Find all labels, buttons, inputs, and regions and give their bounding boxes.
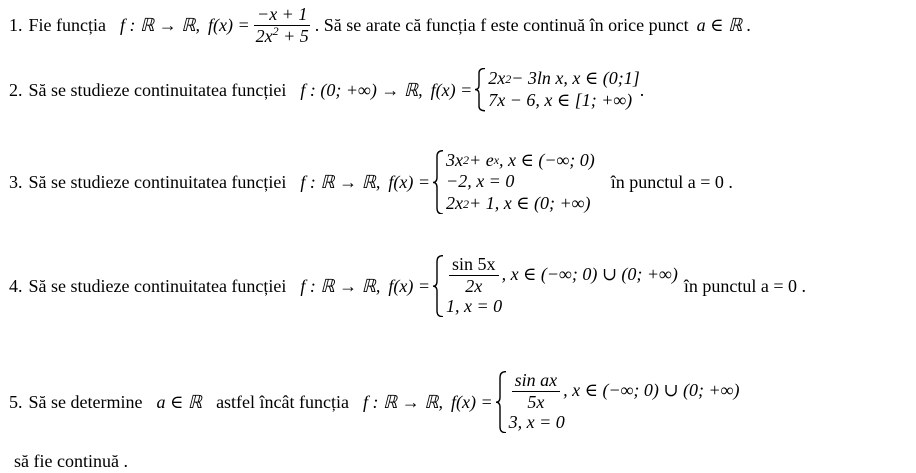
function-expr: f(x) = [208, 14, 250, 35]
fraction-numerator: sin 5x [449, 255, 499, 276]
piecewise-cases [432, 255, 678, 317]
brace-icon [432, 255, 444, 317]
function-domain: f : (0; +∞) → ℝ, [300, 79, 423, 100]
function-domain: f : ℝ → ℝ, [119, 14, 200, 35]
case-row: $\frac{\sin 5x}{2x}$ , x ∈ (−∞; 0) ∪ (0; +∞) [446, 255, 678, 296]
parameter-condition: a ∈ ℝ [156, 391, 203, 412]
problem-text: Să se determine [28, 391, 143, 412]
case-row: 2x 2 − 3ln x, x ∈ (0;1] [488, 68, 640, 89]
fraction [449, 255, 499, 296]
case-row: 3x 2 + e x , x ∈ (−∞; 0) [446, 149, 595, 170]
case-row: 1, x = 0 [446, 295, 503, 316]
case-row: 3, x = 0 [508, 411, 565, 432]
function-expr: f(x) = [388, 275, 431, 296]
problem-number: 5. [9, 391, 23, 412]
function-expr: f(x) = [430, 79, 473, 100]
brace-icon [432, 150, 444, 215]
function-domain: f : ℝ → ℝ, [300, 275, 381, 296]
problem-2 [0, 58, 916, 122]
case-row: 7x − 6, x ∈ [1; +∞) [488, 90, 633, 110]
problem-text: Să se studieze continuitatea funcției [28, 171, 287, 192]
fraction [512, 371, 561, 412]
point-condition: a ∈ ℝ . [696, 14, 752, 35]
problem-tail: în punctul a = 0 . [683, 275, 807, 296]
fraction-denominator: $2x^2 + 5$ [255, 23, 309, 46]
problem-text: Să se studieze continuitatea funcției [28, 275, 287, 296]
problem-tail: . [639, 79, 645, 100]
fraction [253, 5, 312, 46]
problem-3 [0, 134, 916, 230]
closing-text: să fie continuă . [14, 451, 128, 471]
problem-1 [0, 2, 916, 48]
problem-text: Să se studieze continuitatea funcției [28, 79, 287, 100]
fraction-numerator: −x + 1 [254, 5, 310, 26]
piecewise-cases [495, 371, 740, 433]
problem-4 [0, 242, 916, 330]
problem-number: 1. [9, 14, 23, 35]
problem-number: 4. [9, 275, 23, 296]
problem-tail: în punctul a = 0 . [610, 171, 733, 192]
problem-text: Fie funcția [28, 14, 106, 35]
function-domain: f : ℝ → ℝ, [300, 171, 381, 192]
case-row: −2, x = 0 [446, 171, 515, 192]
fraction-denominator: 5x [527, 391, 545, 412]
function-expr: f(x) = [388, 171, 431, 192]
problem-number: 2. [9, 79, 23, 100]
problem-text-after: . Să se arate că funcția f este continuă în orice punct [314, 14, 689, 35]
problem-number: 3. [9, 171, 23, 192]
case-row: 2x 2 + 1, x ∈ (0; +∞) [446, 192, 591, 213]
piecewise-cases [474, 68, 639, 111]
function-expr: f(x) = [451, 391, 493, 412]
problem-5 [0, 358, 916, 446]
case-row: $\frac{\text{sin ax}}{5x}$ , x ∈ (−∞; 0) ∪ (0; +∞) [509, 371, 740, 412]
function-domain: f : ℝ → ℝ, [363, 391, 444, 412]
brace-icon [474, 68, 486, 111]
fraction-denominator: 2x [465, 275, 483, 296]
piecewise-cases [432, 150, 595, 215]
problem-text-mid: astfel încât funcția [216, 391, 349, 412]
fraction-numerator: sin ax [512, 371, 561, 392]
brace-icon [495, 371, 507, 433]
